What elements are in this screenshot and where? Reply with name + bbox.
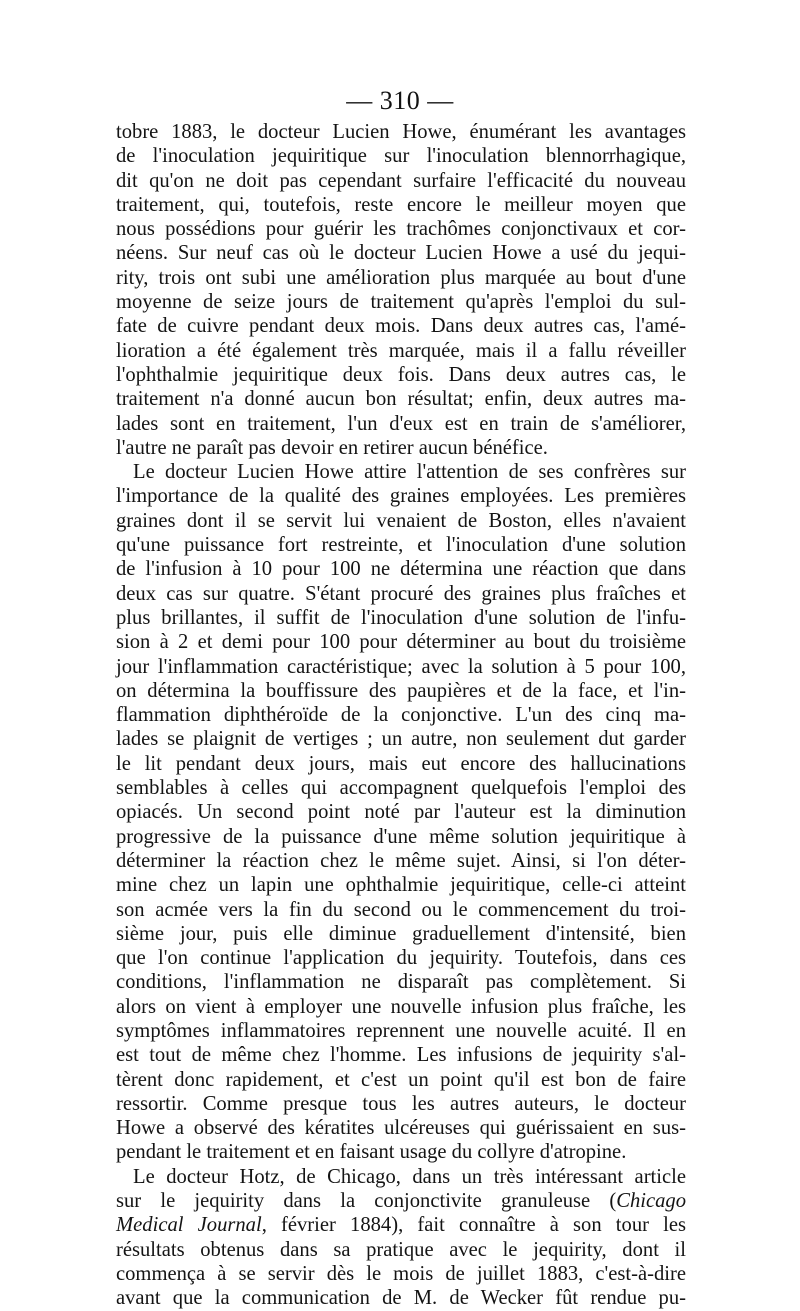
text-line: son acmée vers la fin du second ou le commencement du troi- [116,898,686,921]
text-line: opiacés. Un second point noté par l'auteur est la diminution [116,801,686,824]
text-line: alors on vient à employer une nouvelle infusion plus fraîche, les [116,995,686,1018]
text-line: le lit pendant deux jours, mais eut encore des hallucinations [116,752,686,775]
text-line: fate de cuivre pendant deux mois. Dans deux autres cas, l'amé- [116,315,686,338]
text-line: semblables à celles qui accompagnent quelquefois l'emploi des [116,777,686,800]
text-line: avant que la communication de M. de Wecker fût rendue pu- [116,1287,686,1310]
text-line: tobre 1883, le docteur Lucien Howe, énumérant les avantages [116,121,686,143]
text-line: ressortir. Comme presque tous les autres auteurs, le docteur [116,1092,686,1115]
body-text [116,120,686,1311]
text-line: jour l'inflammation caractéristique; avec la solution à 5 pour 100, [116,655,686,678]
text-line: moyenne de seize jours de traitement qu'après l'emploi du sul- [116,291,686,314]
text-line: lades sont en traitement, l'un d'eux est en train de s'améliorer, [116,412,686,435]
text-line: progressive de la puissance d'une même solution jequiritique à [116,825,686,848]
text-line: l'importance de la qualité des graines employées. Les premières [116,485,686,508]
text-segment: sur le jequirity dans la conjonctivite granuleuse ( [116,1190,617,1213]
text-line: déterminer la réaction chez le même sujet. Ainsi, si l'on déter- [116,849,686,872]
text-line: que l'on continue l'application du jequirity. Toutefois, dans ces [116,947,686,970]
text-line: plus brillantes, il suffit de l'inoculation d'une solution de l'infu- [116,606,686,629]
text-line: Howe a observé des kératites ulcéreuses qui guérissaient en sus- [116,1117,686,1140]
text-line-with-citation [116,1189,686,1213]
text-line: résultats obtenus dans sa pratique avec le jequirity, dont il [116,1238,686,1261]
text-line: conditions, l'inflammation ne disparaît pas complètement. Si [116,971,686,994]
text-line: symptômes inflammatoires reprennent une nouvelle acuité. Il en [116,1019,686,1042]
text-line: de l'inoculation jequiritique sur l'inoculation blennorrhagique, [116,145,686,168]
text-line: rity, trois ont subi une amélioration plus marquée au bout d'une [116,266,686,289]
text-line: sième jour, puis elle diminue graduellement d'intensité, bien [116,922,686,945]
text-line: qu'une puissance fort restreinte, et l'inoculation d'une solution [116,534,686,557]
text-line: nous possédions pour guérir les trachômes conjonctivaux et cor- [116,218,686,241]
text-line: deux cas sur quatre. S'étant procuré des graines plus fraîches et [116,582,686,605]
text-line: graines dont il se servit lui venaient de Boston, elles n'avaient [116,509,686,532]
journal-title-italic: Chicago [616,1190,686,1213]
text-line: l'autre ne paraît pas devoir en retirer aucun bénéfice. [116,436,548,459]
text-line: tèrent donc rapidement, et c'est un point qu'il est bon de faire [116,1068,686,1091]
text-line: néens. Sur neuf cas où le docteur Lucien Howe a usé du jequi- [116,242,686,265]
text-line: est tout de même chez l'homme. Les infusions de jequirity s'al- [116,1044,686,1067]
text-line: l'ophthalmie jequiritique deux fois. Dans deux autres cas, le [116,363,686,386]
page-number: — 310 — [346,86,454,115]
text-line: de l'infusion à 10 pour 100 ne détermina une réaction que dans [116,558,686,581]
text-line: commença à se servir dès le mois de juillet 1883, c'est-à-dire [116,1262,686,1285]
text-line: lioration a été également très marquée, mais il a fallu réveiller [116,339,686,362]
text-line: lades se plaignit de vertiges ; un autre, non seulement dut garder [116,728,686,751]
text-line: traitement n'a donné aucun bon résultat; enfin, deux autres ma- [116,388,686,411]
text-line: dit qu'on ne doit pas cependant surfaire l'efficacité du nouveau [116,169,686,192]
text-line: on détermina la bouffissure des paupières et de la face, et l'in- [116,679,686,702]
text-line: Le docteur Lucien Howe attire l'attention de ses confrères sur [133,461,686,484]
text-line: pendant le traitement et en faisant usage du collyre d'atropine. [116,1141,627,1164]
text-segment: , février 1884), fait connaître à son tour les [261,1214,687,1237]
text-line: Le docteur Hotz, de Chicago, dans un très intéressant article [133,1165,686,1188]
text-line: sion à 2 et demi pour 100 pour déterminer au bout du troisième [116,631,686,654]
text-line: flammation diphthéroïde de la conjonctive. L'un des cinq ma- [116,704,686,727]
text-line: traitement, qui, toutefois, reste encore le meilleur moyen que [116,193,686,216]
text-line-with-citation [116,1213,686,1237]
journal-title-italic: Medical Journal [116,1214,262,1237]
text-line: mine chez un lapin une ophthalmie jequiritique, celle-ci atteint [116,874,686,897]
